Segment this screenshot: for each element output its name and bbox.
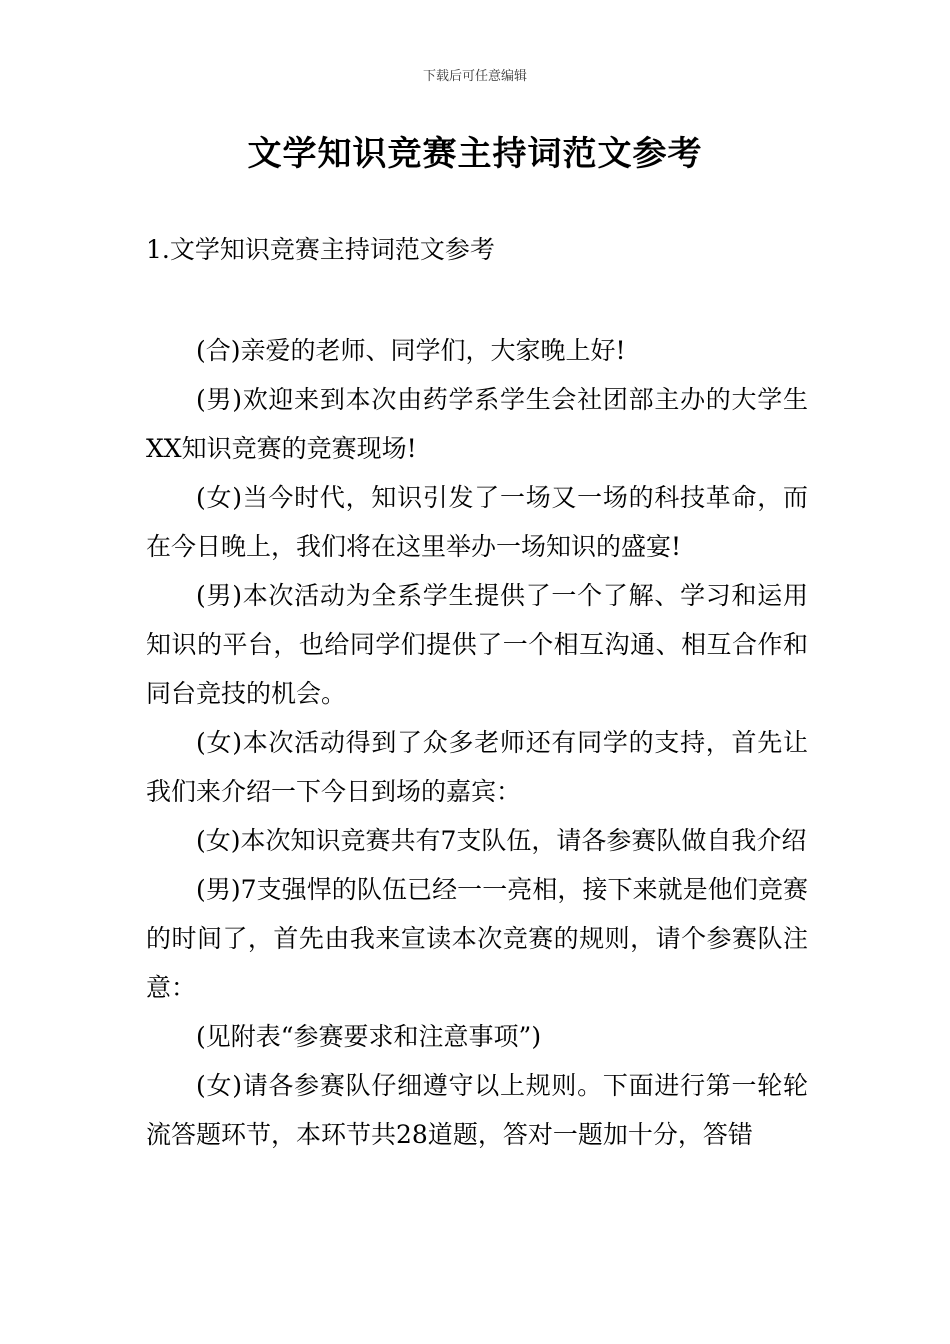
document-body <box>146 326 808 1159</box>
paragraph: (见附表“参赛要求和注意事项”) <box>196 1022 542 1051</box>
paragraph: (男)本次活动为全系学生提供了一个了解、学习和运用知识的平台，也给同学们提供了一个相互沟通、相互合作和同台竞技的机会。 <box>146 581 808 708</box>
paragraph: (女)本次知识竞赛共有7支队伍，请各参赛队做自我介绍 <box>196 826 807 855</box>
paragraph: (男)7支强悍的队伍已经一一亮相，接下来就是他们竞赛的时间了，首先由我来宣读本次竞赛的规则，请个参赛队注意： <box>146 875 808 1002</box>
section-heading: 1.文学知识竞赛主持词范文参考 <box>146 235 495 264</box>
paragraph: (女)请各参赛队仔细遵守以上规则。下面进行第一轮轮流答题环节，本环节共28道题，答对一题加十分，答错 <box>146 1071 808 1149</box>
paragraph: (合)亲爱的老师、同学们，大家晚上好! <box>196 336 626 365</box>
paragraph: (女)本次活动得到了众多老师还有同学的支持，首先让我们来介绍一下今日到场的嘉宾： <box>146 728 808 806</box>
paragraph: (女)当今时代，知识引发了一场又一场的科技革命，而在今日晚上，我们将在这里举办一场知识的盛宴! <box>146 483 808 561</box>
paragraph: (男)欢迎来到本次由药学系学生会社团部主办的大学生XX知识竞赛的竞赛现场! <box>146 385 808 463</box>
header-note: 下载后可任意编辑 <box>422 69 527 84</box>
document-title: 文学知识竞赛主持词范文参考 <box>247 134 703 174</box>
